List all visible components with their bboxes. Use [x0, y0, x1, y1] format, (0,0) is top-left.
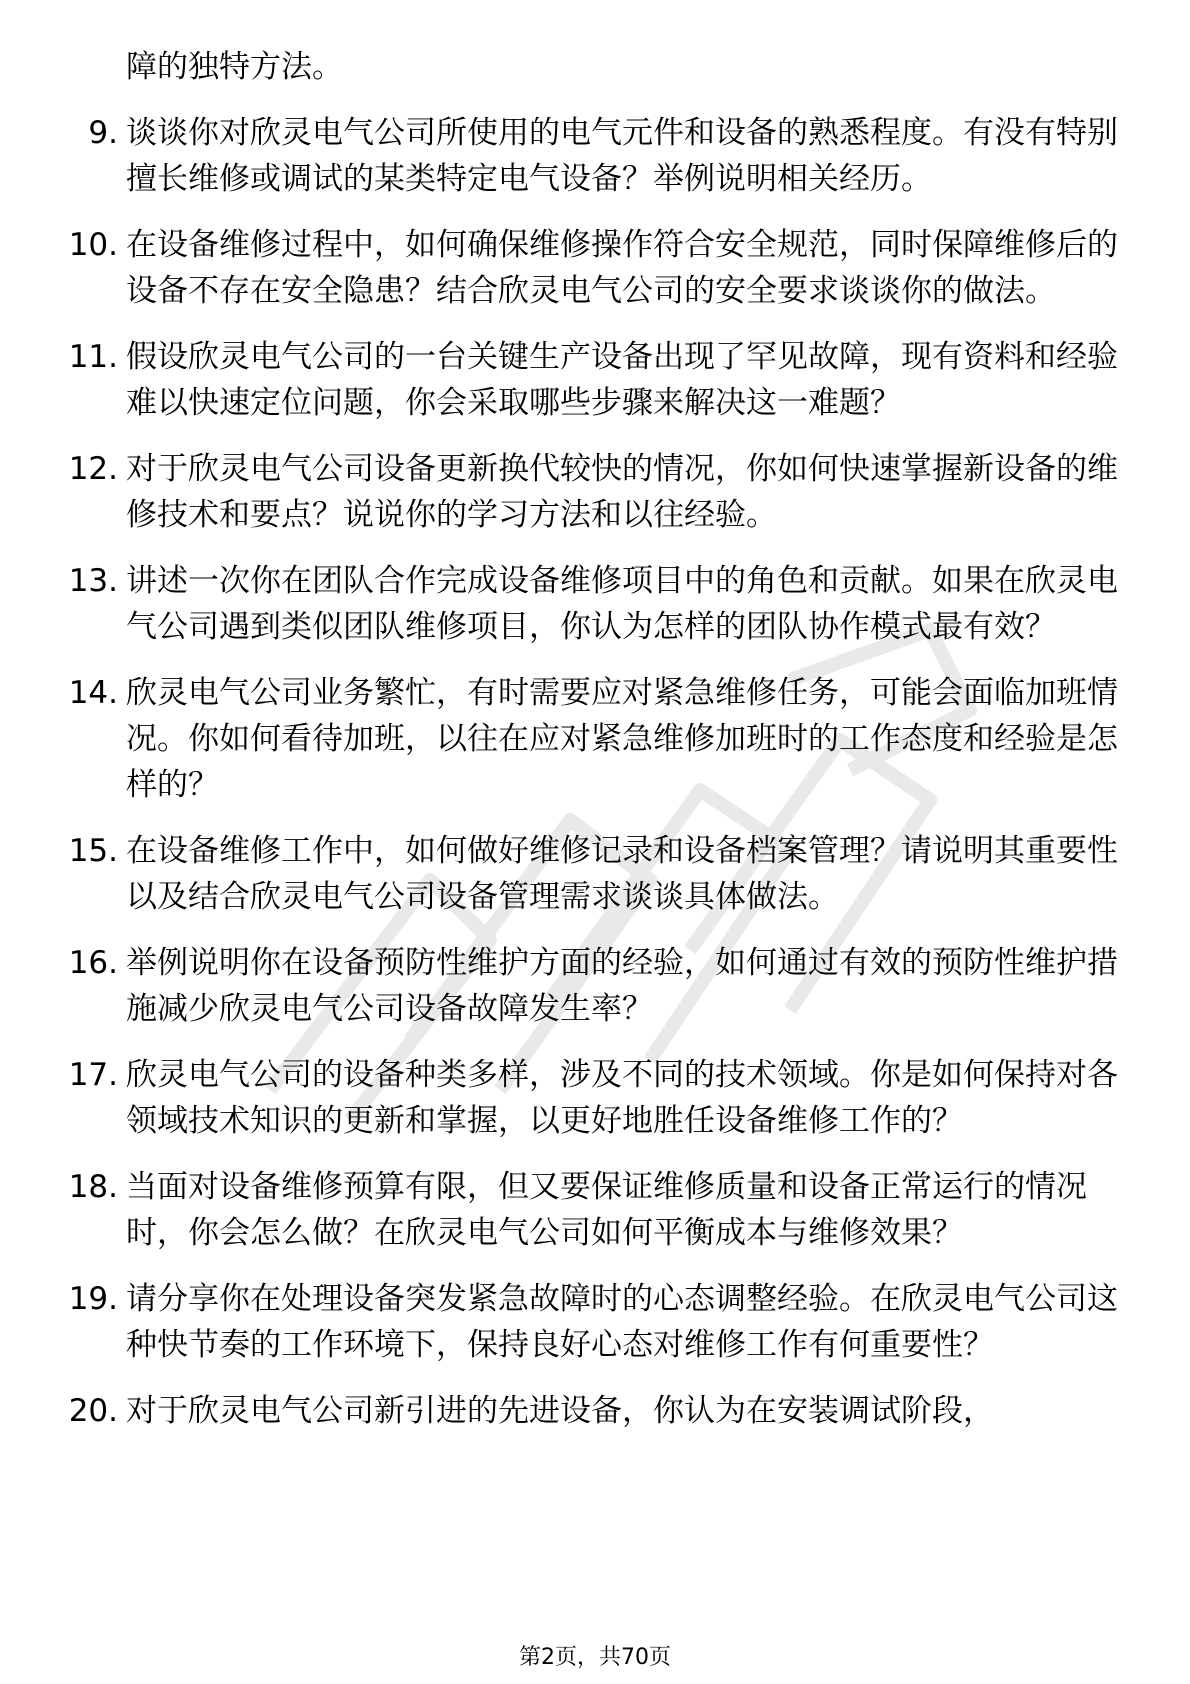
item-number: 13. [68, 563, 118, 599]
list-item [58, 1388, 1128, 1434]
item-number: 20. [68, 1393, 118, 1429]
list-item [58, 110, 1128, 202]
item-text: 在设备维修过程中，如何确保维修操作符合安全规范，同时保障维修后的设备不存在安全隐患？结合欣灵电气公司的安全要求谈谈你的做法。 [126, 227, 1118, 309]
item-text: 对于欣灵电气公司新引进的先进设备，你认为在安装调试阶段， [126, 1393, 994, 1429]
item-text: 欣灵电气公司业务繁忙，有时需要应对紧急维修任务，可能会面临加班情况。你如何看待加班，以往在应对紧急维修加班时的工作态度和经验是怎样的？ [126, 675, 1118, 803]
list-item [58, 1052, 1128, 1144]
item-number: 17. [68, 1057, 118, 1093]
item-text: 在设备维修工作中，如何做好维修记录和设备档案管理？请说明其重要性以及结合欣灵电气公司设备管理需求谈谈具体做法。 [126, 833, 1118, 915]
list-item [58, 334, 1128, 426]
item-text: 欣灵电气公司的设备种类多样，涉及不同的技术领域。你是如何保持对各领域技术知识的更新和掌握，以更好地胜任设备维修工作的？ [126, 1057, 1118, 1139]
list-item [58, 828, 1128, 920]
list-item [58, 670, 1128, 808]
list-item [58, 446, 1128, 538]
item-text: 对于欣灵电气公司设备更新换代较快的情况，你如何快速掌握新设备的维修技术和要点？说说你的学习方法和以往经验。 [126, 451, 1118, 533]
continuation-text: 障的独特方法。 [126, 49, 343, 85]
item-text: 请分享你在处理设备突发紧急故障时的心态调整经验。在欣灵电气公司这种快节奏的工作环境下，保持良好心态对维修工作有何重要性？ [126, 1281, 1118, 1363]
item-text: 当面对设备维修预算有限，但又要保证维修质量和设备正常运行的情况时，你会怎么做？在欣灵电气公司如何平衡成本与维修效果？ [126, 1169, 1087, 1251]
item-number: 12. [68, 451, 118, 487]
page-number: 第2页，共70页 [519, 1645, 671, 1670]
item-text: 讲述一次你在团队合作完成设备维修项目中的角色和贡献。如果在欣灵电气公司遇到类似团队维修项目，你认为怎样的团队协作模式最有效？ [126, 563, 1118, 645]
item-number: 11. [68, 339, 118, 375]
item-number: 18. [68, 1169, 118, 1205]
item-text: 举例说明你在设备预防性维护方面的经验，如何通过有效的预防性维护措施减少欣灵电气公司设备故障发生率？ [126, 945, 1118, 1027]
page-footer [0, 1644, 1190, 1672]
item-number: 15. [68, 833, 118, 869]
item-number: 9. [88, 115, 118, 151]
list-item [58, 222, 1128, 314]
list-item [58, 1164, 1128, 1256]
list-item [58, 1276, 1128, 1368]
list-item [58, 558, 1128, 650]
question-list [58, 44, 1128, 1434]
item-number: 16. [68, 945, 118, 981]
item-text: 谈谈你对欣灵电气公司所使用的电气元件和设备的熟悉程度。有没有特别擅长维修或调试的某类特定电气设备？举例说明相关经历。 [126, 115, 1118, 197]
item-number: 10. [68, 227, 118, 263]
item-number: 19. [68, 1281, 118, 1317]
list-item [58, 940, 1128, 1032]
item-number: 14. [68, 675, 118, 711]
item-text: 假设欣灵电气公司的一台关键生产设备出现了罕见故障，现有资料和经验难以快速定位问题，你会采取哪些步骤来解决这一难题？ [126, 339, 1118, 421]
